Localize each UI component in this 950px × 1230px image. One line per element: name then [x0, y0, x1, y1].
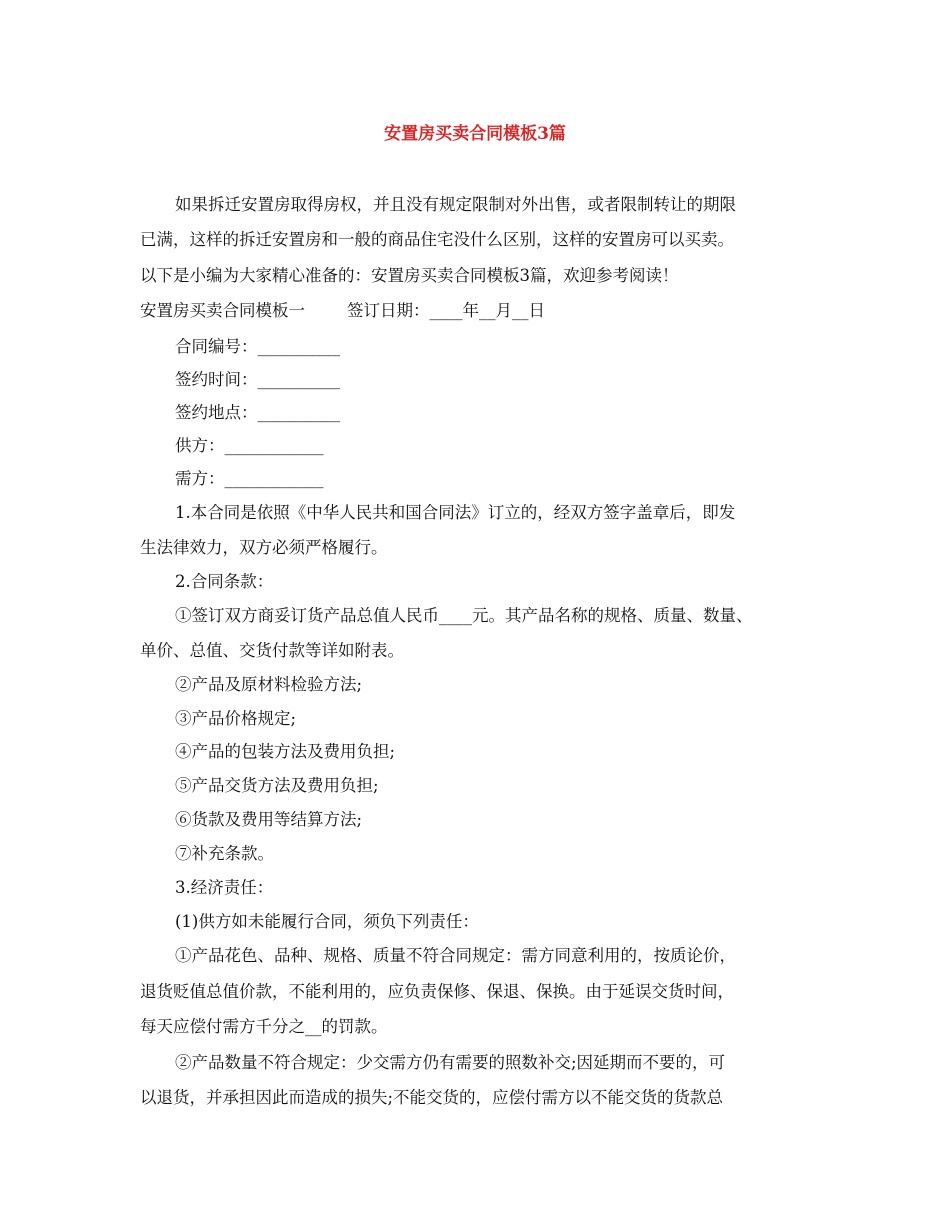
clause-2-item: ④产品的包装方法及费用负担; [175, 742, 396, 761]
sign-time-field: 签约时间：__________ [175, 370, 340, 389]
paragraph-line: 如果拆迁安置房取得房权，并且没有规定限制对外出售，或者限制转让的期限 [175, 195, 736, 214]
supplier-field: 供方：____________ [175, 436, 324, 455]
clause-2-item: ①签订双方商妥订货产品总值人民币____元。其产品名称的规格、质量、数量、 [175, 606, 753, 625]
clause-2-item: 单价、总值、交货付款等详如附表。 [140, 641, 404, 660]
clause-3-heading: 3.经济责任： [175, 878, 274, 897]
clause-2-item: ⑤产品交货方法及费用负担; [175, 776, 379, 795]
paragraph-line: 已满，这样的拆迁安置房和一般的商品住宅没什么区别，这样的安置房可以买卖。 [140, 230, 734, 249]
clause-2-heading: 2.合同条款： [175, 572, 274, 591]
clause-3-item: ②产品数量不符合规定：少交需方仍有需要的照数补交;因延期而不要的，可 [175, 1053, 726, 1072]
clause-2-item: ③产品价格规定; [175, 709, 297, 728]
clause-3-sub: (1)供方如未能履行合同，须负下列责任： [175, 912, 479, 931]
section-heading-line [140, 300, 545, 322]
contract-number-field: 合同编号：__________ [175, 337, 340, 356]
sign-place-field: 签约地点：__________ [175, 403, 340, 422]
clause-3-item: 每天应偿付需方千分之__的罚款。 [140, 1017, 388, 1036]
document-title: 安置房买卖合同模板3篇 [384, 124, 566, 144]
clause-3-item: ①产品花色、品种、规格、质量不符合同规定：需方同意利用的，按质论价， [175, 946, 736, 965]
clause-2-item: ②产品及原材料检验方法; [175, 675, 363, 694]
clause-2-item: ⑥货款及费用等结算方法; [175, 810, 363, 829]
clause-3-item: 以退货，并承担因此而造成的损失;不能交货的，应偿付需方以不能交货的货款总 [140, 1088, 724, 1107]
clause-1-line: 1.本合同是依照《中华人民共和国合同法》订立的，经双方签字盖章后，即发 [175, 503, 736, 522]
clause-3-item: 退货贬值总值价款，不能利用的，应负责保修、保退、保换。由于延误交货时间， [140, 982, 734, 1001]
sign-date: 签订日期：____年__月__日 [347, 301, 545, 320]
section-heading: 安置房买卖合同模板一 [140, 301, 305, 320]
clause-2-item: ⑦补充条款。 [175, 844, 274, 863]
buyer-field: 需方：____________ [175, 469, 324, 488]
clause-1-line: 生法律效力，双方必须严格履行。 [140, 538, 388, 557]
paragraph-line: 以下是小编为大家精心准备的：安置房买卖合同模板3篇，欢迎参考阅读！ [140, 266, 679, 285]
